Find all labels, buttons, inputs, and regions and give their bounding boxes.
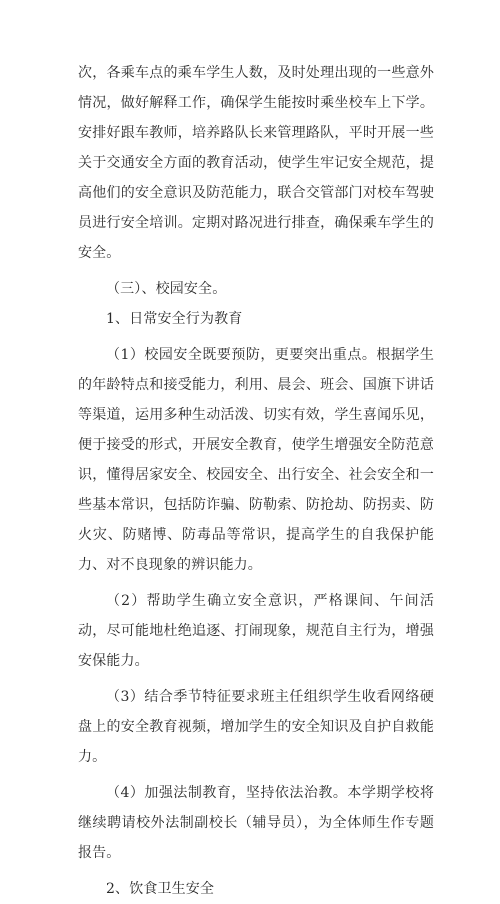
paragraph-item-4: （4）加强法制教育，坚持依法治教。本学期学校将继续聘请校外法制副校长（辅导员），为全体师生作专题报告。	[78, 785, 434, 861]
paragraph-bus-safety-continued: 次，各乘车点的乘车学生人数，及时处理出现的一些意外情况，做好解释工作，确保学生能按时乘坐校车上下学。安排好跟车教师，培养路队长来管理路队，平时开展一些关于交通安全方面的教育活动，使学生牢记安全规范，提高他们的安全意识及防范能力，联合交管部门对校车驾驶员进行安全培训。定期对路况进行排查，确保乘车学生的安全。	[78, 65, 434, 261]
subsection-heading-food-hygiene-safety: 2、饮食卫生安全	[106, 881, 215, 897]
paragraph-item-3: （3）结合季节特征要求班主任组织学生收看网络硬盘上的安全教育视频，增加学生的安全知识及自护自救能力。	[78, 689, 434, 765]
section-heading-campus-safety: （三）、校园安全。	[106, 281, 227, 297]
paragraph-item-2: （2）帮助学生确立安全意识，严格课间、午间活动，尽可能地杜绝追逐、打闹现象，规范自主行为，增强安保能力。	[78, 593, 434, 669]
subsection-heading-daily-safety-education: 1、日常安全行为教育	[106, 311, 243, 327]
paragraph-item-1: （1）校园安全既要预防，更要突出重点。根据学生的年龄特点和接受能力，利用、晨会、班会、国旗下讲话等渠道，运用多种生动活泼、切实有效，学生喜闻乐见，便于接受的形式，开展安全教育，使学生增强安全防范意识，懂得居家安全、校园安全、出行安全、社会安全和一些基本常识，包括防诈骗、防勒索、防抢劫、防拐卖、防火灾、防赌博、防毒品等常识，提高学生的自我保护能力、对不良现象的辨识能力。	[78, 347, 434, 573]
document-body	[78, 58, 434, 904]
